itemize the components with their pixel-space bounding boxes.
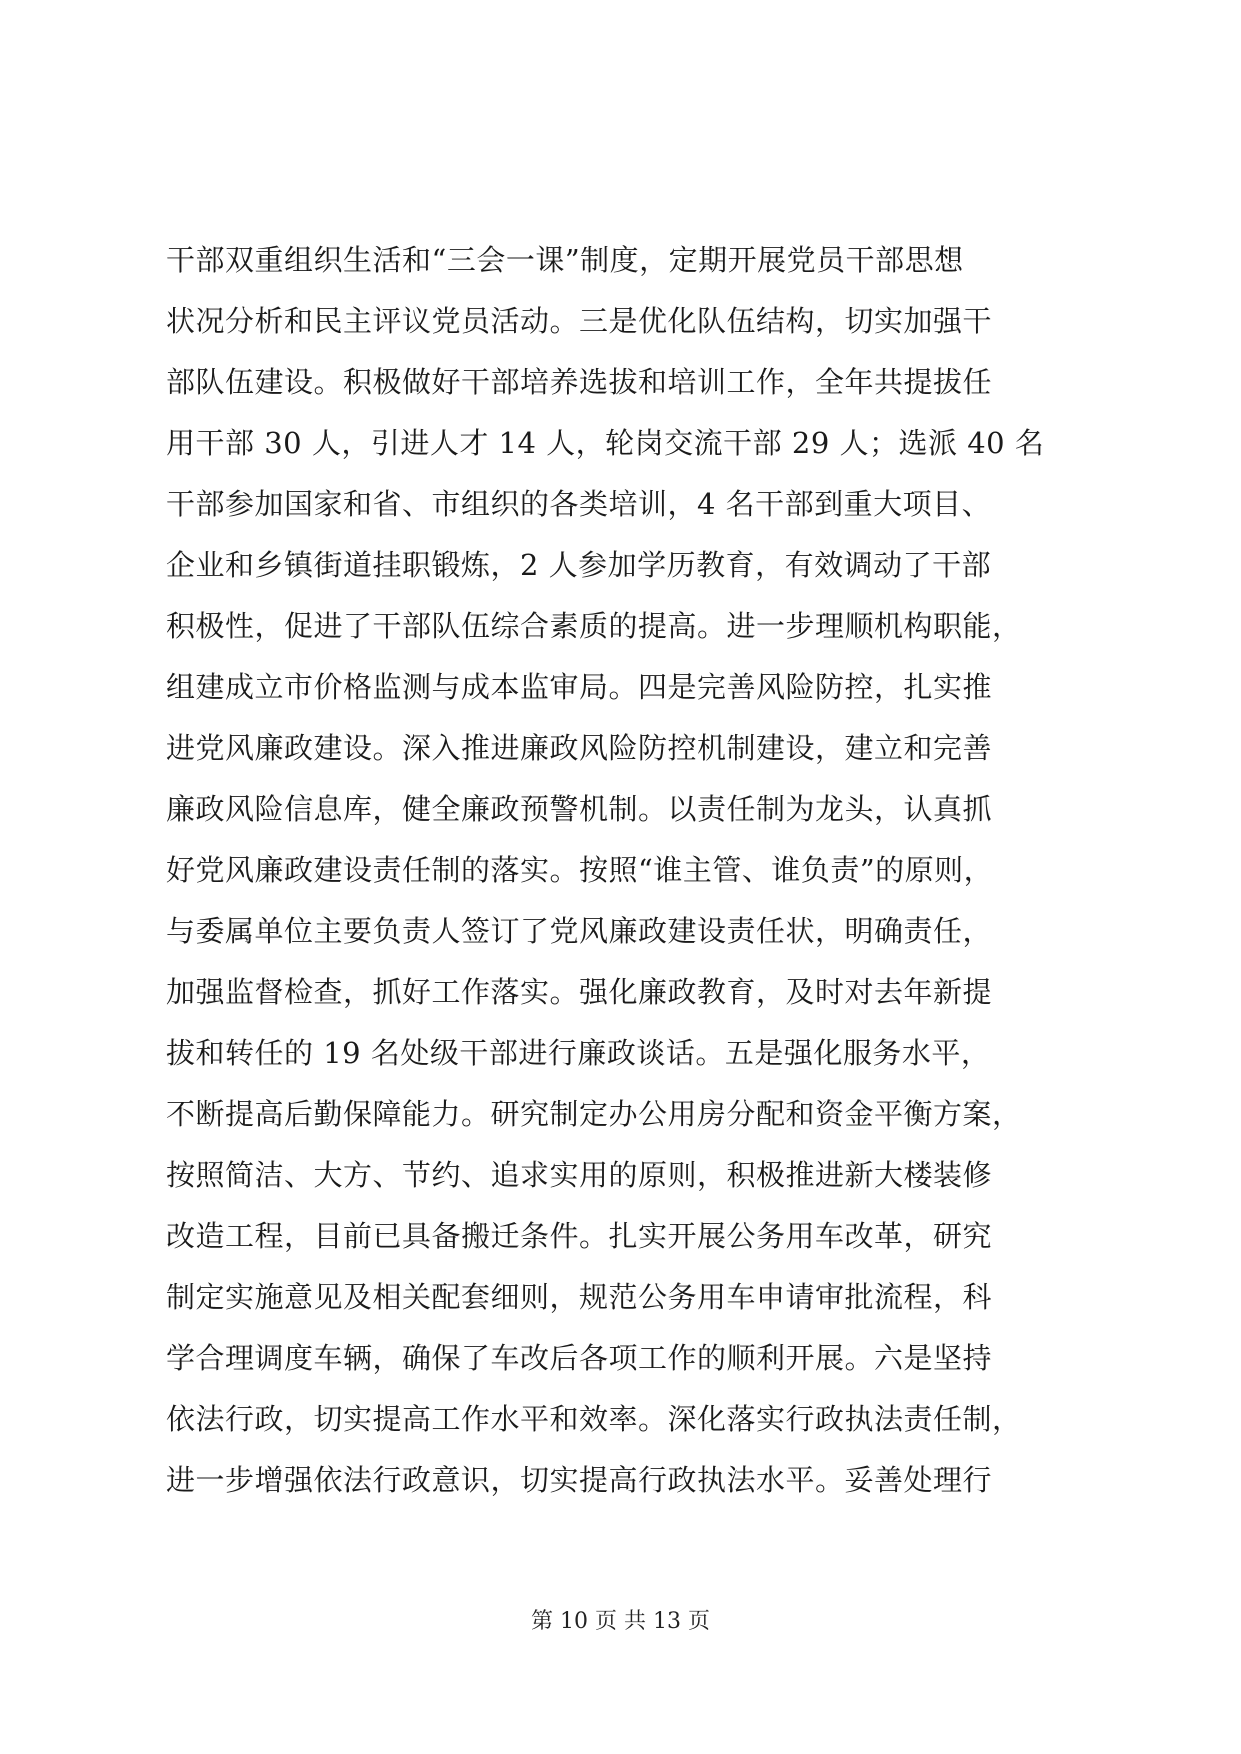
text-line: 进党风廉政建设。深入推进廉政风险防控机制建设，建立和完善 — [166, 731, 993, 765]
text-line: 好党风廉政建设责任制的落实。按照“谁主管、谁负责”的原则， — [166, 853, 994, 887]
text-line: 干部双重组织生活和“三会一课”制度，定期开展党员干部思想 — [166, 243, 964, 277]
text-line: 按照简洁、大方、节约、追求实用的原则，积极推进新大楼装修 — [166, 1158, 993, 1192]
text-line: 进一步增强依法行政意识，切实提高行政执法水平。妥善处理行 — [166, 1463, 993, 1497]
body-text — [166, 230, 1086, 1511]
text-line: 依法行政，切实提高工作水平和效率。深化落实行政执法责任制， — [166, 1402, 1022, 1436]
text-line: 改造工程，目前已具备搬迁条件。扎实开展公务用车改革，研究 — [166, 1219, 993, 1253]
text-line: 部队伍建设。积极做好干部培养选拔和培训工作，全年共提拔任 — [166, 365, 993, 399]
text-line: 廉政风险信息库，健全廉政预警机制。以责任制为龙头，认真抓 — [166, 792, 993, 826]
text-line: 拔和转任的 19 名处级干部进行廉政谈话。五是强化服务水平， — [166, 1036, 991, 1070]
text-line: 积极性，促进了干部队伍综合素质的提高。进一步理顺机构职能， — [166, 609, 1022, 643]
text-line: 状况分析和民主评议党员活动。三是优化队伍结构，切实加强干 — [166, 304, 993, 338]
text-line: 制定实施意见及相关配套细则，规范公务用车申请审批流程，科 — [166, 1280, 993, 1314]
text-line: 学合理调度车辆，确保了车改后各项工作的顺利开展。六是坚持 — [166, 1341, 993, 1375]
text-line: 企业和乡镇街道挂职锻炼，2 人参加学历教育，有效调动了干部 — [166, 548, 992, 582]
text-line: 加强监督检查，抓好工作落实。强化廉政教育，及时对去年新提 — [166, 975, 993, 1009]
text-line: 用干部 30 人，引进人才 14 人，轮岗交流干部 29 人；选派 40 名 — [166, 426, 1045, 460]
text-line: 组建成立市价格监测与成本监审局。四是完善风险防控，扎实推 — [166, 670, 993, 704]
text-line: 不断提高后勤保障能力。研究制定办公用房分配和资金平衡方案， — [166, 1097, 1022, 1131]
text-line: 与委属单位主要负责人签订了党风廉政建设责任状，明确责任， — [166, 914, 993, 948]
page-number-footer: 第 10 页 共 13 页 — [531, 1609, 710, 1634]
text-line: 干部参加国家和省、市组织的各类培训，4 名干部到重大项目、 — [166, 487, 992, 521]
